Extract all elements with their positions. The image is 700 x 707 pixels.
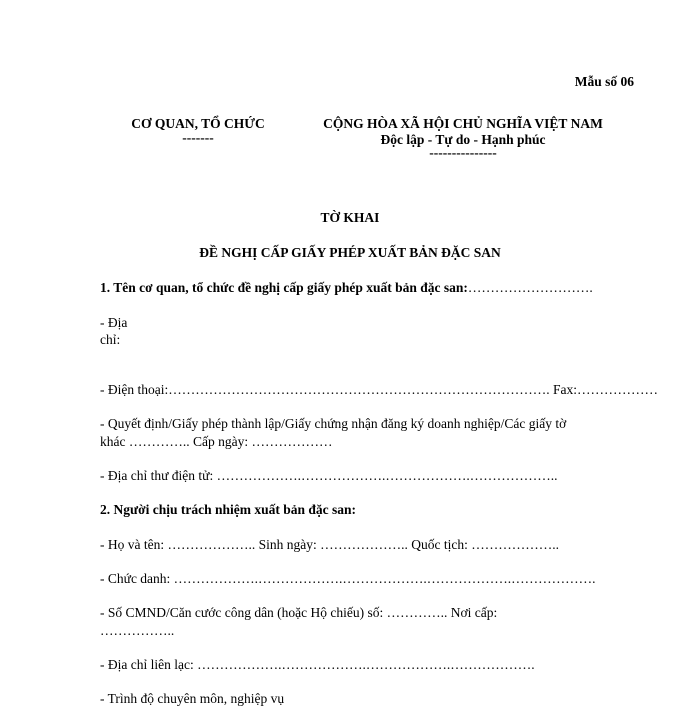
agency-underline: -------: [182, 130, 214, 145]
name-birth-nationality-field[interactable]: - Họ và tên: ……………….. Sinh ngày: ……………….. Quốc tịch: ………………..: [100, 537, 559, 552]
id-line-1[interactable]: - Số CMND/Căn cước công dân (hoặc Hộ chiếu) số: ………….. Nơi cấp:: [100, 605, 498, 620]
form-number: Mẫu số 06: [574, 74, 634, 89]
national-title: CỘNG HÒA XÃ HỘI CHỦ NGHĨA VIỆT NAM: [323, 116, 603, 131]
contact-address-field[interactable]: - Địa chỉ liên lạc: ……………….……………….……………….……………….: [100, 657, 535, 672]
id-line-2[interactable]: ……………..: [100, 623, 175, 638]
address-label-1: - Địa: [100, 315, 128, 330]
qualification-field[interactable]: - Trình độ chuyên môn, nghiệp vụ: [100, 691, 285, 706]
national-block: [298, 116, 628, 158]
section1-heading: 1. Tên cơ quan, tổ chức đề nghị cấp giấy phép xuất bản đặc san:: [100, 280, 468, 295]
doc-subtitle: ĐỀ NGHỊ CẤP GIẤY PHÉP XUẤT BẢN ĐẶC SAN: [199, 245, 501, 260]
email-field[interactable]: - Địa chỉ thư điện tử: ……………….……………….……………….………………..: [100, 468, 558, 483]
doc-title: TỜ KHAI: [320, 210, 380, 225]
section1-heading-row: [100, 280, 593, 296]
section1-heading-dots[interactable]: ……………………….: [467, 280, 593, 295]
decision-line-2[interactable]: khác ………….. Cấp ngày: ………………: [100, 434, 333, 449]
decision-line-1: - Quyết định/Giấy phép thành lập/Giấy chứng nhận đăng ký doanh nghiệp/Các giấy tờ: [100, 416, 567, 431]
agency-block: [110, 116, 286, 144]
position-field[interactable]: - Chức danh: ……………….……………….……………….……………….……………….: [100, 571, 596, 586]
agency-name: CƠ QUAN, TỔ CHỨC: [131, 116, 265, 131]
phone-fax-field[interactable]: - Điện thoại:…………………………………………………………………………. Fax:………………: [100, 382, 658, 397]
section2-heading: 2. Người chịu trách nhiệm xuất bản đặc san:: [100, 502, 356, 517]
address-label-2: chỉ:: [100, 332, 121, 347]
national-underline: ---------------: [429, 145, 497, 160]
national-motto: Độc lập - Tự do - Hạnh phúc: [380, 132, 546, 147]
